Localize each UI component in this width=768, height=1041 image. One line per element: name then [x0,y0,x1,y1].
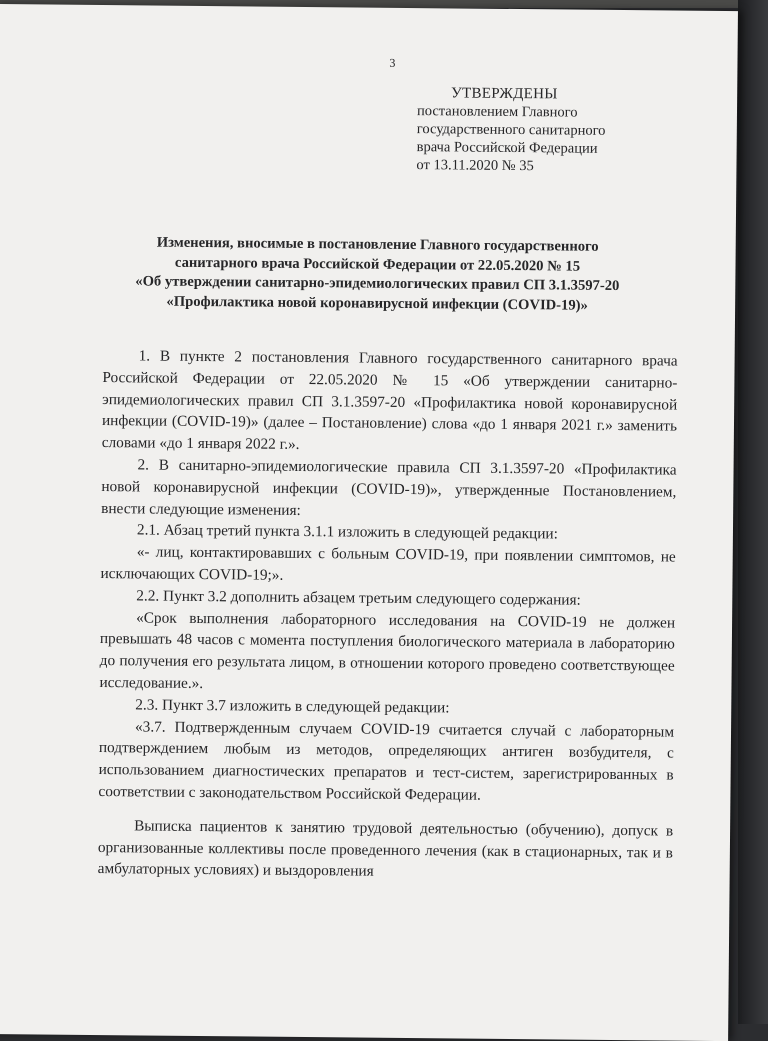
document-body [98,345,678,886]
paragraph-2-1-text: «- лиц, контактировавших с больным COVID-19, при появлении симптомов, не исключающих COVID-19;». [100,543,676,584]
paragraph-2-2-text: «Срок выполнения лабораторного исследования на COVID-19 не должен превышать 48 часов с момента поступления биологического материала в лабораторию до получения его результата лицом, в отношении которого проведено соответствующее исследование.». [99,608,676,692]
paragraph-discharge: Выписка пациентов к занятию трудовой деятельностью (обучению), допуск в организованные коллективы после проведенного лечения (как в стационарных, так и в амбулаторных условиях) и выздоровления [97,817,674,881]
page-number: 3 [389,55,396,70]
paragraph-2-1: 2.1. Абзац третий пункта 3.1.1 изложить в следующей редакции: [136,521,558,543]
paragraph-2: 2. В санитарно-эпидемиологические правила СП 3.1.3597-20 «Профилактика новой коронавирусной инфекции (COVID-19)», утвержденные Постановлением, внести следующие изменения: [101,456,677,519]
approval-line: постановлением Главного [416,103,578,121]
title-line: «Об утверждении санитарно-эпидемиологических правил СП 3.1.3597-20 [135,273,620,295]
approval-line: государственного санитарного [416,121,606,139]
document-page [0,4,738,1041]
approval-block [416,84,606,176]
paragraph-1: 1. В пункте 2 постановления Главного государственного санитарного врача Российской Федерации от 22.05.2020 № 15 «Об утверждении санитарно-эпидемиологических правил СП 3.1.3597-20 «Профилактика новой коронавирусной инфекции (COVID-19)» (далее – Постановление) слова «до 1 января 2021 г.» заменить словами «до 1 января 2022 г.». [101,347,678,454]
title-line: «Профилактика новой коронавирусной инфекции (COVID-19)» [166,293,588,314]
paragraph-2-2: 2.2. Пункт 3.2 дополнить абзацем третьим следующего содержания: [136,587,581,609]
paragraph-2-3: 2.3. Пункт 3.7 изложить в следующей редакции: [135,696,450,717]
approval-line: врача Российской Федерации [416,139,598,157]
background-edge [738,0,768,1024]
document-title [103,233,652,316]
title-line: Изменения, вносимые в постановление Главного государственного [156,234,599,255]
approval-heading: УТВЕРЖДЕНЫ [451,85,558,103]
approval-line: от 13.11.2020 № 35 [416,157,534,175]
title-line: санитарного врача Российской Федерации от 22.05.2020 № 15 [174,254,581,275]
paragraph-2-3-text: «3.7. Подтвержденным случаем COVID-19 считается случай с лабораторным подтверждением любым из методов, определяющих антиген возбудителя, с использованием диагностических препаратов и тест-систем, зарегистрированных в соответствии с законодательством Российской Федерации. [98,717,675,804]
